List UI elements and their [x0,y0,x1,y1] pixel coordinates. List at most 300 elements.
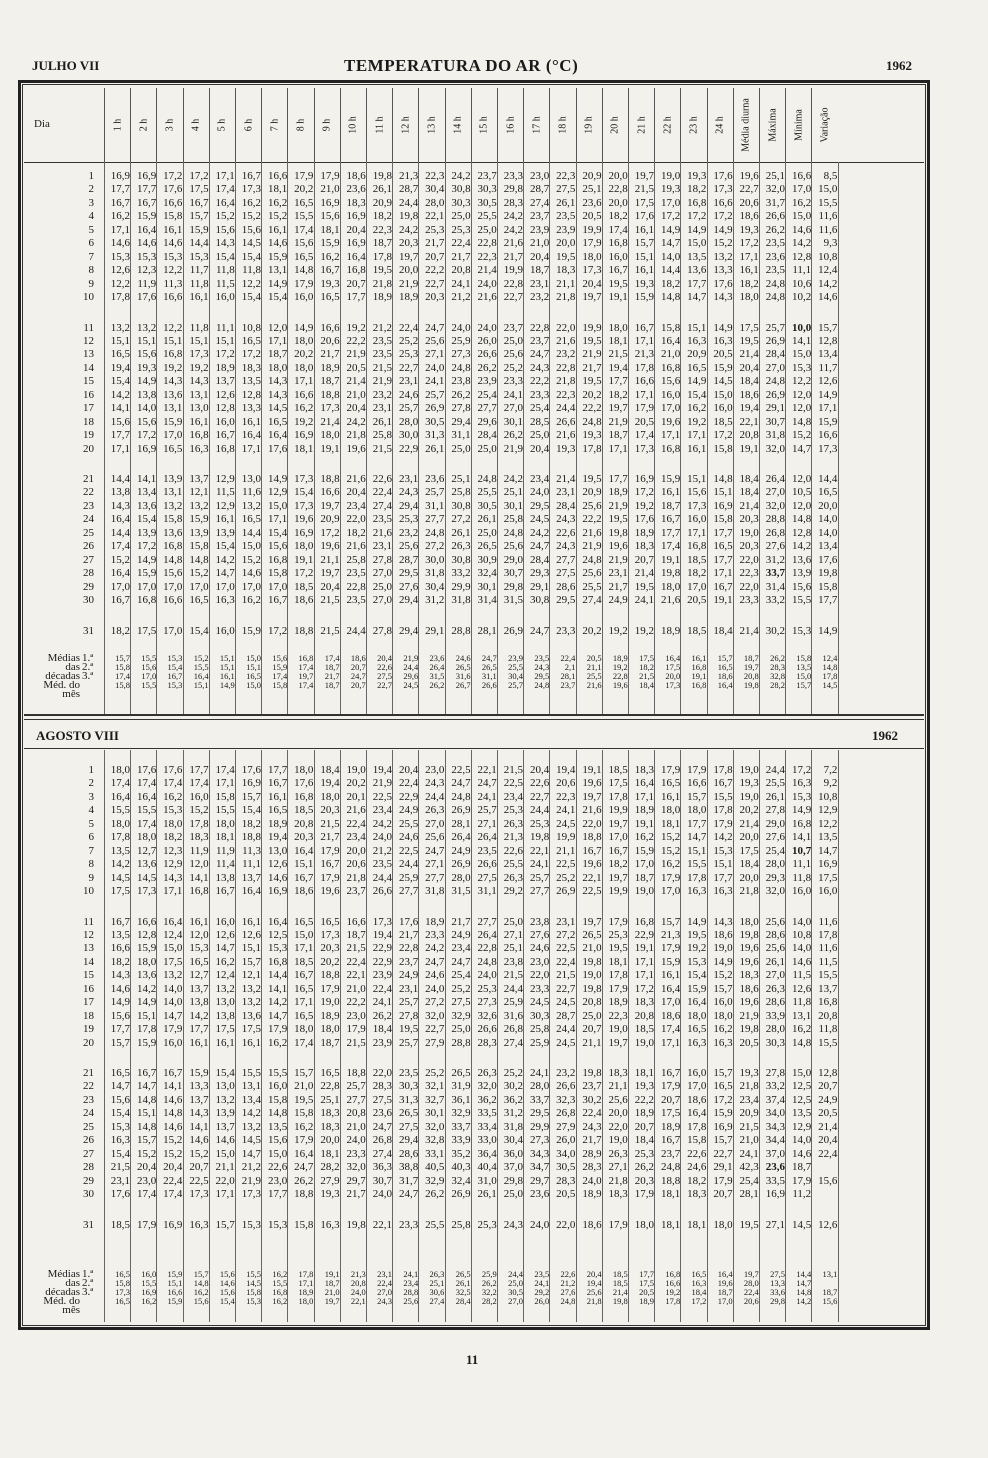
temperature-cell: 21,5 [346,942,366,955]
temperature-cell: 18,7 [267,348,288,361]
temperature-cell: 16,7 [713,777,733,790]
temperature-cell: 31,8 [425,567,445,580]
temperature-cell: 16,7 [320,858,340,871]
column-header-label: 24 h [714,116,726,134]
temperature-cell: 15,9 [713,1107,733,1120]
temperature-cell: 14,3 [189,1107,209,1120]
grid-line [314,750,315,1322]
temperature-cell: 24,4 [556,402,576,415]
means-cell: 31,1 [481,671,497,681]
grid-line [104,162,105,714]
temperature-cell: 24,6 [687,1161,707,1174]
temperature-cell: 19,0 [634,885,654,898]
day-number: 29 [83,1174,94,1187]
temperature-cell: 20,4 [346,486,366,499]
temperature-cell: 25,6 [582,567,602,580]
temperature-cell: 20,0 [818,499,838,512]
means-cell: 18,7 [717,1287,733,1297]
temperature-cell: 16,0 [215,624,235,637]
page-header [32,58,912,78]
temperature-cell: 11,1 [792,264,812,277]
temperature-cell: 25,0 [503,1188,523,1201]
temperature-cell: 16,5 [189,955,209,968]
means-cell: 17,2 [691,1296,707,1306]
temperature-cell: 25,5 [425,1218,445,1231]
table-row [24,885,924,898]
temperature-cell: 18,5 [608,764,628,776]
means-cell: 15,5 [193,662,209,672]
temperature-cell: 15,2 [267,210,288,223]
temperature-cell: 23,1 [372,540,392,553]
temperature-cell: 11,8 [215,264,235,277]
means-cell: 28,4 [455,1296,471,1306]
temperature-cell: 21,6 [477,291,497,304]
temperature-cell: 14,2 [818,277,838,290]
temperature-cell: 15,1 [687,844,707,857]
means-cell: 17,1 [298,1278,314,1288]
temperature-cell: 25,2 [503,361,523,374]
temperature-cell: 25,6 [425,831,445,844]
temperature-cell: 23,2 [529,291,550,304]
day-number: 2 [88,777,94,790]
temperature-cell: 18,1 [634,1067,654,1079]
temperature-cell: 27,9 [425,1036,445,1049]
temperature-cell: 16,6 [818,429,838,442]
temperature-cell: 19,3 [634,1080,654,1093]
temperature-cell: 11,6 [818,210,838,223]
means-cell: 15,1 [193,680,209,690]
day-number: 6 [88,237,94,250]
temperature-cell: 13,3 [189,1080,209,1093]
day-number: 21 [83,473,94,485]
temperature-cell: 17,8 [189,817,209,830]
temperature-cell: 12,6 [215,388,235,401]
temperature-cell: 8,5 [823,170,838,182]
temperature-cell: 16,7 [136,1067,157,1079]
temperature-cell: 12,7 [136,844,157,857]
temperature-cell: 18,3 [320,1120,340,1133]
means-row [24,654,924,663]
temperature-cell: 34,3 [529,1147,550,1160]
temperature-cell: 17,2 [215,348,235,361]
temperature-cell: 14,6 [791,223,812,236]
temperature-cell: 18,2 [687,183,707,196]
temperature-cell: 17,3 [241,183,261,196]
temperature-cell: 31,0 [477,1174,497,1187]
temperature-cell: 40,3 [451,1161,471,1174]
temperature-cell: 15,1 [241,942,261,955]
temperature-cell: 20,4 [529,250,550,263]
temperature-cell: 15,2 [136,1147,157,1160]
grid-line [418,750,419,1322]
temperature-cell: 15,3 [713,844,733,857]
temperature-cell: 17,5 [818,871,838,884]
temperature-cell: 23,7 [660,1147,681,1160]
temperature-cell: 18,3 [608,1188,628,1201]
temperature-cell: 18,3 [346,196,366,209]
temperature-cell: 18,1 [320,1147,340,1160]
day-number: 28 [83,1161,94,1174]
column-header-label: Variação [819,107,831,143]
temperature-cell: 16,4 [110,790,130,803]
column-header-label: 23 h [688,116,700,134]
temperature-cell: 21,0 [529,237,550,250]
temperature-cell: 14,3 [163,375,183,388]
temperature-cell: 14,8 [791,415,812,428]
column-header-cell [733,88,759,162]
temperature-cell: 42,3 [739,1161,759,1174]
temperature-cell: 21,5 [346,1036,366,1049]
temperature-cell: 20,7 [425,250,445,263]
temperature-cell: 13,7 [189,1093,209,1106]
temperature-cell: 25,0 [451,442,471,455]
temperature-cell: 13,1 [163,402,183,415]
temperature-cell: 21,9 [608,499,628,512]
temperature-cell: 21,9 [346,348,366,361]
temperature-cell: 27,2 [425,540,445,553]
temperature-cell: 30,0 [398,429,419,442]
temperature-cell: 17,9 [634,1188,654,1201]
column-header-cell [287,88,313,162]
temperature-cell: 24,9 [451,844,471,857]
temperature-cell: 27,0 [372,567,392,580]
temperature-cell: 21,5 [110,1161,130,1174]
temperature-cell: 15,5 [136,804,157,817]
temperature-cell: 17,1 [818,402,838,415]
grid-line [130,750,131,1322]
temperature-cell: 24,2 [529,526,550,539]
column-header-cell [156,88,182,162]
temperature-cell: 16,5 [713,540,733,553]
temperature-cell: 21,7 [320,348,340,361]
means-cell: 15,5 [141,1278,157,1288]
day-number: 14 [83,955,94,968]
temperature-cell: 15,5 [294,210,314,223]
temperature-cell: 13,1 [791,1009,812,1022]
temperature-cell: 14,9 [687,915,707,928]
temperature-cell: 18,5 [294,580,314,593]
temperature-cell: 16,2 [241,196,261,209]
temperature-cell: 29,4 [398,624,419,637]
temperature-cell: 18,5 [687,553,707,566]
temperature-cell: 17,1 [660,1036,681,1049]
temperature-cell: 18,8 [294,1188,314,1201]
temperature-cell: 17,0 [791,183,812,196]
temperature-cell: 19,8 [529,831,550,844]
temperature-cell: 15,9 [634,844,654,857]
means-cell: 15,9 [167,1296,183,1306]
temperature-cell: 17,3 [687,499,707,512]
means-cell: 24,4 [403,662,419,672]
means-cell: 17,5 [665,662,681,672]
temperature-cell: 20,8 [451,264,471,277]
temperature-cell: 7,2 [823,764,838,776]
means-cell: 15,5 [141,680,157,690]
temperature-cell: 25,7 [398,1036,419,1049]
temperature-cell: 18,5 [294,804,314,817]
temperature-cell: 18,6 [294,594,314,607]
day-number: 4 [88,804,94,817]
temperature-cell: 30,3 [477,183,497,196]
temperature-cell: 14,9 [294,321,314,334]
day-number: 19 [83,429,94,442]
temperature-cell: 22,2 [582,513,602,526]
temperature-cell: 17,6 [110,1188,130,1201]
temperature-cell: 21,9 [608,415,628,428]
temperature-cell: 16,1 [739,264,759,277]
grid-line [523,750,524,1322]
temperature-cell: 18,3 [608,1067,628,1079]
means-cell: 16,8 [691,662,707,672]
temperature-cell: 32,0 [477,1080,497,1093]
temperature-cell: 16,0 [163,1036,183,1049]
temperature-cell: 20,4 [818,1134,838,1147]
temperature-cell: 25,3 [451,223,471,236]
grid-line [209,750,210,1322]
temperature-cell: 21,8 [739,885,759,898]
temperature-cell: 12,5 [791,1080,812,1093]
temperature-cell: 17,9 [660,764,681,776]
decade-label: 3.ª [82,670,94,682]
temperature-cell: 21,4 [556,473,576,485]
temperature-cell: 29,7 [346,1174,366,1187]
temperature-cell: 26,4 [477,928,497,941]
temperature-cell: 26,6 [556,415,576,428]
temperature-cell: 20,3 [739,513,759,526]
means-cell: 19,1 [324,1269,340,1279]
temperature-cell: 25,5 [582,580,602,593]
temperature-cell: 21,7 [451,250,471,263]
temperature-cell: 14,7 [267,1009,288,1022]
temperature-cell: 23,6 [372,1107,392,1120]
temperature-cell: 17,6 [713,277,733,290]
temperature-cell: 18,0 [294,1023,314,1036]
temperature-cell: 16,1 [241,915,261,928]
temperature-cell: 14,9 [818,624,838,637]
temperature-cell: 14,9 [687,375,707,388]
temperature-cell: 24,8 [477,473,497,485]
temperature-cell: 22,7 [425,1023,445,1036]
temperature-cell: 14,4 [110,473,130,485]
temperature-cell: 14,8 [713,473,733,485]
temperature-cell: 22,3 [556,170,576,182]
temperature-cell: 19,6 [739,170,759,182]
means-cell: 24,4 [508,1269,523,1279]
means-cell: 17,8 [298,1269,314,1279]
temperature-cell: 24,4 [425,790,445,803]
temperature-cell: 15,3 [791,361,812,374]
temperature-cell: 18,0 [634,1218,654,1231]
temperature-cell: 17,6 [818,553,838,566]
temperature-cell: 23,4 [739,1093,759,1106]
column-header-cell [680,88,706,162]
temperature-cell: 27,1 [425,348,445,361]
temperature-cell: 19,2 [346,321,366,334]
temperature-cell: 19,0 [608,1134,628,1147]
temperature-cell: 24,2 [372,817,392,830]
means-cell: 15,7 [115,653,130,663]
temperature-cell: 13,0 [215,1080,235,1093]
temperature-cell: 24,2 [398,223,419,236]
temperature-cell: 10,8 [818,250,838,263]
temperature-cell: 17,5 [189,183,209,196]
means-cell: 30,5 [508,1287,523,1297]
temperature-cell: 15,3 [791,790,812,803]
temperature-cell: 20,4 [739,361,759,374]
temperature-cell: 13,9 [215,1107,235,1120]
temperature-cell: 25,0 [477,223,497,236]
temperature-cell: 10,8 [791,928,812,941]
temperature-cell: 26,9 [451,858,471,871]
temperature-cell: 17,8 [687,1120,707,1133]
temperature-cell: 26,2 [425,1188,445,1201]
grid-line [471,750,472,1322]
temperature-cell: 13,3 [241,402,261,415]
temperature-cell: 17,1 [687,429,707,442]
temperature-cell: 17,5 [608,777,628,790]
temperature-cell: 21,0 [660,348,681,361]
temperature-cell: 27,3 [451,348,471,361]
temperature-cell: 22,3 [372,223,392,236]
temperature-cell: 16,8 [267,955,288,968]
temperature-cell: 18,4 [372,1023,392,1036]
grid-line [183,750,184,1322]
temperature-cell: 16,4 [294,844,314,857]
temperature-cell: 21,4 [634,567,654,580]
temperature-cell: 15,4 [110,1107,130,1120]
temperature-cell: 24,9 [451,928,471,941]
means-cell: 21,0 [324,1287,340,1297]
temperature-cell: 18,2 [241,817,261,830]
temperature-cell: 23,7 [477,170,497,182]
temperature-cell: 15,4 [241,804,261,817]
means-cell: 14,6 [219,1278,235,1288]
means-cell: 24,8 [560,1296,576,1306]
temperature-cell: 19,5 [582,375,602,388]
temperature-cell: 28,6 [765,996,785,1009]
column-header-label: 22 h [662,116,674,134]
temperature-cell: 15,7 [294,1067,314,1079]
temperature-cell: 22,4 [163,1174,183,1187]
temperature-cell: 25,0 [477,442,497,455]
temperature-cell: 12,6 [818,1218,838,1231]
day-number: 20 [83,1036,94,1049]
temperature-cell: 31,7 [765,196,785,209]
temperature-cell: 21,6 [503,237,523,250]
temperature-cell: 32,4 [451,1174,471,1187]
temperature-cell: 17,7 [189,764,209,776]
temperature-cell: 18,0 [215,817,235,830]
table-row [24,1094,924,1107]
temperature-cell: 31,4 [765,580,785,593]
temperature-cell: 24,5 [556,996,576,1009]
temperature-cell: 24,0 [477,277,497,290]
temperature-cell: 25,4 [765,844,785,857]
temperature-cell: 17,2 [634,486,654,499]
temperature-cell: 24,3 [556,513,576,526]
temperature-cell: 22,7 [425,277,445,290]
temperature-cell: 19,3 [660,183,681,196]
temperature-cell: 20,0 [608,170,628,182]
temperature-cell: 24,8 [582,415,602,428]
temperature-cell: 23,1 [398,473,419,485]
temperature-cell: 17,4 [136,1188,157,1201]
temperature-cell: 17,8 [818,928,838,941]
temperature-cell: 15,9 [189,223,209,236]
temperature-cell: 17,7 [713,553,733,566]
grid-line [602,162,603,714]
temperature-cell: 16,3 [110,1134,130,1147]
means-cell: 26,2 [770,653,785,663]
temperature-cell: 25,3 [634,1147,654,1160]
temperature-cell: 26,9 [451,1188,471,1201]
temperature-cell: 21,6 [556,334,576,347]
temperature-cell: 16,6 [267,170,288,182]
temperature-cell: 19,9 [582,223,602,236]
temperature-cell: 15,4 [110,1147,130,1160]
means-cell: 13,1 [822,1269,838,1279]
temperature-cell: 17,9 [320,170,340,182]
column-header-cell [392,88,418,162]
temperature-cell: 17,7 [713,526,733,539]
means-cell: 20,4 [586,1269,602,1279]
temperature-cell: 25,0 [477,526,497,539]
temperature-cell: 22,7 [739,183,759,196]
temperature-cell: 14,1 [791,334,812,347]
temperature-cell: 13,7 [241,871,261,884]
temperature-cell: 26,8 [372,1134,392,1147]
means-cell: 20,4 [377,653,392,663]
temperature-cell: 12,9 [215,499,235,512]
temperature-cell: 15,2 [189,804,209,817]
temperature-cell: 17,2 [294,567,314,580]
grid-line [759,162,760,714]
temperature-cell: 20,8 [582,996,602,1009]
temperature-cell: 15,9 [818,415,838,428]
temperature-cell: 19,7 [582,291,602,304]
temperature-cell: 26,9 [765,388,785,401]
temperature-cell: 19,6 [739,955,759,968]
column-header-cell [235,88,261,162]
temperature-cell: 33,5 [765,1174,785,1187]
temperature-cell: 23,9 [556,223,576,236]
column-header-label: 16 h [505,116,517,134]
temperature-cell: 23,5 [765,264,785,277]
temperature-cell: 21,0 [294,1080,314,1093]
temperature-cell: 24,2 [425,942,445,955]
temperature-cell: 25,6 [503,540,523,553]
temperature-cell: 16,0 [687,1067,707,1079]
temperature-cell: 31,5 [503,594,523,607]
temperature-cell: 12,2 [110,277,130,290]
temperature-cell: 15,2 [791,429,812,442]
temperature-cell: 20,3 [739,540,759,553]
temperature-cell: 11,5 [792,969,812,982]
means-cell: 20,6 [743,1296,759,1306]
means-cell: 19,7 [743,662,759,672]
means-cell: 26,5 [455,1269,471,1279]
means-cell: 22,1 [350,1296,366,1306]
temperature-cell: 20,4 [163,1161,183,1174]
temperature-cell: 19,7 [582,790,602,803]
temperature-cell: 13,8 [136,388,157,401]
temperature-cell: 24,2 [503,473,523,485]
grid-line [235,750,236,1322]
grid-line [811,162,812,714]
temperature-cell: 16,5 [687,1023,707,1036]
temperature-cell: 15,9 [136,210,157,223]
temperature-cell: 29,6 [477,415,497,428]
